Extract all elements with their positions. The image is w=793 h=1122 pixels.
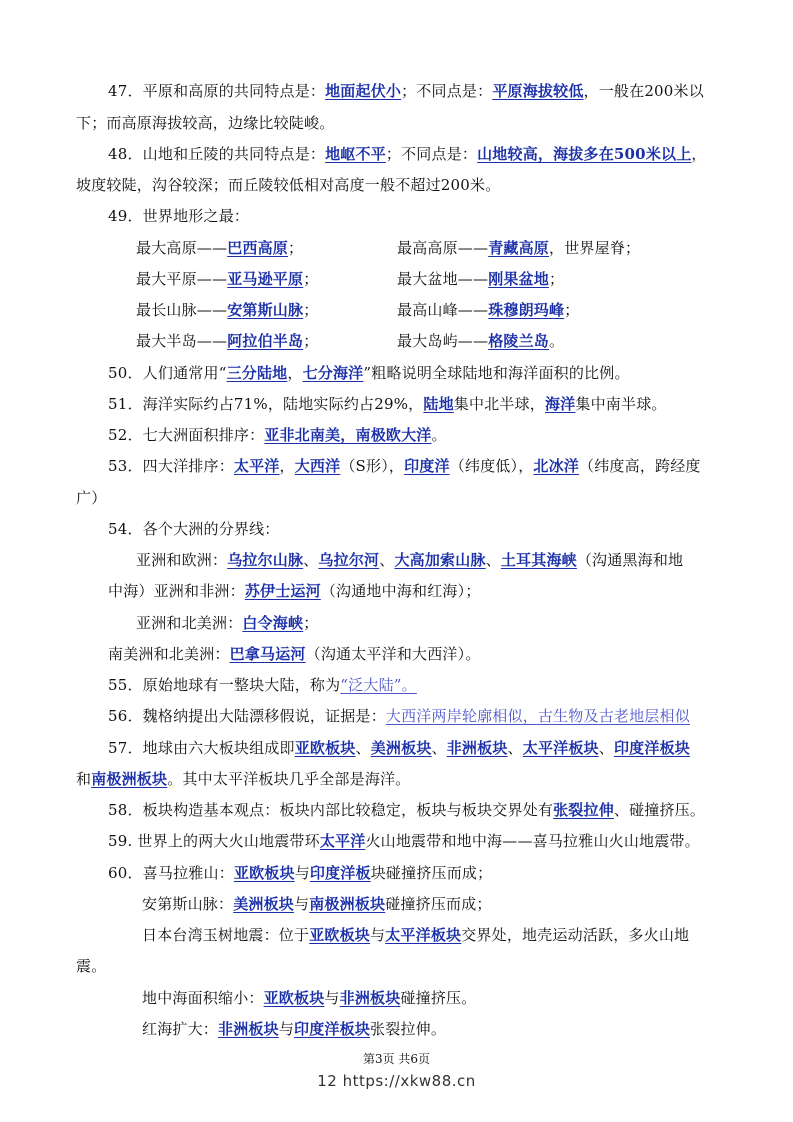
answer-text: 地面起伏小 [325,82,402,100]
body-text: 最大高原—— [136,239,228,257]
answer-text: 非洲板块 [218,1020,279,1038]
body-text: 最高高原—— [397,239,489,257]
line-60-red-sea [142,1014,793,1045]
answer-text: 南极洲板块 [91,770,168,788]
body-text: 52．七大洲面积排序： [108,426,265,444]
answer-text: 非洲板块 [339,989,401,1007]
body-text: （S形）， [340,457,405,475]
body-text: 广） [76,489,107,507]
body-text: ； [564,301,580,319]
answer-text: 山地较高，海拔多在500米以上 [477,145,692,163]
body-text: 49．世界地形之最： [108,207,250,225]
line-53 [108,451,793,482]
answer-text: 亚马逊平原 [227,270,304,288]
body-text: 碰撞挤压而成； [385,895,492,913]
answer-text: 印度洋板 [309,864,371,882]
body-text: 最长山脉—— [136,301,228,319]
body-text: 最大平原—— [136,270,228,288]
line-57 [108,733,793,764]
body-text: 57．地球由六大板块组成即 [108,739,295,757]
line-54-asia-europe [136,545,793,576]
line-60-mediterranean [142,983,793,1014]
line-56 [108,701,793,732]
body-text: （沟通黑海和地 [576,551,684,569]
answer-text: 土耳其海峡 [500,551,577,569]
body-text: ，一般在200米以 [583,82,704,100]
answer-text: 美洲板块 [370,739,432,757]
body-text: 与 [370,926,386,944]
body-text: 。 [549,332,565,350]
body-text: （沟通太平洋和大西洋）。 [305,645,481,663]
watermark-url: 12 https://xkw88.cn [317,1072,476,1090]
body-text: 、 [485,551,501,569]
line-47-cont [76,108,793,139]
body-text: ”粗略说明全球陆地和海洋面积的比例。 [363,364,630,382]
body-text: 最大岛屿—— [397,332,489,350]
body-text: ， [287,364,303,382]
answer-text: 大高加索山脉 [394,551,486,569]
body-text: ；不同点是： [401,82,493,100]
body-text: 、 [507,739,523,757]
body-text: 与 [294,895,310,913]
body-text: 亚洲和欧洲： [136,551,228,569]
body-text: 集中北半球， [453,395,545,413]
body-text: （纬度低）， [449,457,534,475]
line-55 [108,670,793,701]
answer-text: 北冰洋 [533,457,580,475]
answer-text: 非洲板块 [446,739,508,757]
answer-text: 乌拉尔河 [318,551,380,569]
body-text: 红海扩大： [142,1020,219,1038]
body-text: 火山地震带和地中海——喜马拉雅山火山地震带。 [365,832,700,850]
answer-text: 太平洋 [319,832,366,850]
answer-text: 印度洋板块 [613,739,690,757]
answer-text: 地岖不平 [325,145,386,163]
body-text: 集中南半球。 [575,395,667,413]
answer-text: 亚欧板块 [294,739,356,757]
body-text: 张裂拉伸。 [370,1020,447,1038]
answer-text: 大西洋 [294,457,341,475]
body-text: 南美洲和北美洲： [108,645,230,663]
body-text: 日本台湾玉树地震：位于 [142,926,310,944]
answer-text: 格陵兰岛 [488,332,550,350]
body-text: 53．四大洋排序： [108,457,234,475]
line-60-japan [142,920,793,951]
body-text: 54．各个大洲的分界线： [108,520,280,538]
page-footer: 第3页 共6页 [362,1052,431,1066]
answer-text: 阿拉伯半岛 [227,332,304,350]
body-text: 48．山地和丘陵的共同特点是： [108,145,326,163]
answer-text: 苏伊士运河 [244,582,321,600]
answer-text: 青藏高原 [488,239,550,257]
body-text: 、 [355,739,371,757]
body-text: 与 [294,864,310,882]
answer-text: 乌拉尔山脉 [227,551,304,569]
body-text: ，世界屋脊； [549,239,641,257]
line-60-japan-cont [76,951,793,982]
body-text: 50．人们通常用“ [108,364,227,382]
line-49 [108,201,793,232]
line-50 [108,358,793,389]
body-text: 安第斯山脉： [142,895,234,913]
line-54-samerica-namerica [108,639,793,670]
answer-text: 亚欧板块 [309,926,371,944]
body-text: 55．原始地球有一整块大陆，称为 [108,676,341,694]
body-text: 亚洲和北美洲： [136,614,243,632]
body-text: 下；而高原海拔较高，边缘比较陡峻。 [76,114,335,132]
body-text: 与 [278,1020,295,1038]
body-text: 58．板块构造基本观点：板块内部比较稳定，板块与板块交界处有 [108,801,554,819]
answer-text: 张裂拉伸 [553,801,614,819]
body-text: 51．海洋实际约占71%，陆地实际约占29%， [108,395,424,413]
line-54-asia-africa [108,576,793,607]
body-text: ， [279,457,295,475]
body-text: 、 [598,739,614,757]
answer-text: 美洲板块 [233,895,295,913]
line-57-cont [76,764,793,795]
line-60-andes [142,889,793,920]
answer-text: 亚非北南美，南极欧大洋 [264,426,432,444]
line-54-asia-namerica [136,608,793,639]
body-text: 与 [324,989,340,1007]
answer-text: 平原海拔较低 [492,82,584,100]
line-48-cont [76,170,793,201]
body-text: 碰撞挤压。 [400,989,477,1007]
body-text: ； [288,239,304,257]
answer-text: 印度洋板块 [294,1020,371,1038]
body-text: ； [303,270,319,288]
body-text: 中海）亚洲和非洲： [108,582,245,600]
body-text: ； [303,332,319,350]
line-48 [108,139,793,170]
body-text: 最高山峰—— [397,301,489,319]
body-text: 块碰撞挤压而成； [370,864,493,882]
body-text: 震。 [76,957,107,975]
body-text: 最大半岛—— [136,332,228,350]
line-49-basin [397,264,793,295]
line-53-cont [76,483,793,514]
body-text: 、碰撞挤压。 [613,801,706,819]
body-text: ； [549,270,565,288]
line-49-island [397,326,793,357]
body-text: 、 [379,551,395,569]
body-text: 、 [303,551,319,569]
body-text: （沟通地中海和红海）； [320,582,481,600]
line-51 [108,389,793,420]
body-text: 56．魏格纳提出大陆漂移假说，证据是： [108,707,386,725]
body-text: 47．平原和高原的共同特点是： [108,82,326,100]
answer-text: 珠穆朗玛峰 [488,301,565,319]
body-text: 。 [431,426,447,444]
body-text: 60．喜马拉雅山： [108,864,234,882]
line-49-highest-plateau [397,233,793,264]
answer-text: 刚果盆地 [488,270,550,288]
line-58 [108,795,793,826]
body-text: 交界处，地壳运动活跃，多火山地 [461,926,690,944]
answer-text: 南极洲板块 [309,895,386,913]
answer-text: 七分海洋 [302,364,364,382]
answer-text: “泛大陆”。 [340,676,417,694]
body-text: ； [303,614,319,632]
answer-text: 亚欧板块 [233,864,295,882]
line-60 [108,858,793,889]
answer-text: 陆地 [423,395,454,413]
body-text: （纬度高，跨经度 [579,457,701,475]
answer-text: 太平洋板块 [385,926,462,944]
answer-text: 印度洋 [404,457,450,475]
body-text: 。其中太平洋板块几乎全部是海洋。 [167,770,411,788]
answer-text: 太平洋 [233,457,280,475]
body-text: 和 [76,770,92,788]
answer-text: 巴拿马运河 [229,645,306,663]
body-text: 地中海面积缩小： [142,989,264,1007]
answer-text: 白令海峡 [242,614,304,632]
answer-text: 海洋 [544,395,576,413]
line-49-peak [397,295,793,326]
body-text: 59. 世界上的两大火山地震带环 [108,832,320,850]
answer-text: 大西洋两岸轮廓相似，古生物及古老地层相似 [385,707,690,725]
line-47 [108,76,793,107]
body-text: 坡度较陡，沟谷较深；而丘陵较低相对高度一般不超过200米。 [76,176,501,194]
answer-text: 安第斯山脉 [227,301,304,319]
body-text: ；不同点是： [385,145,478,163]
answer-text: 亚欧板块 [263,989,325,1007]
answer-text: 三分陆地 [226,364,288,382]
body-text: 最大盆地—— [397,270,489,288]
line-59 [108,826,793,857]
line-52 [108,420,793,451]
line-54 [108,514,793,545]
answer-text: 太平洋板块 [522,739,599,757]
body-text: ， [691,145,707,163]
body-text: ； [303,301,319,319]
body-text: 、 [431,739,447,757]
answer-text: 巴西高原 [227,239,289,257]
